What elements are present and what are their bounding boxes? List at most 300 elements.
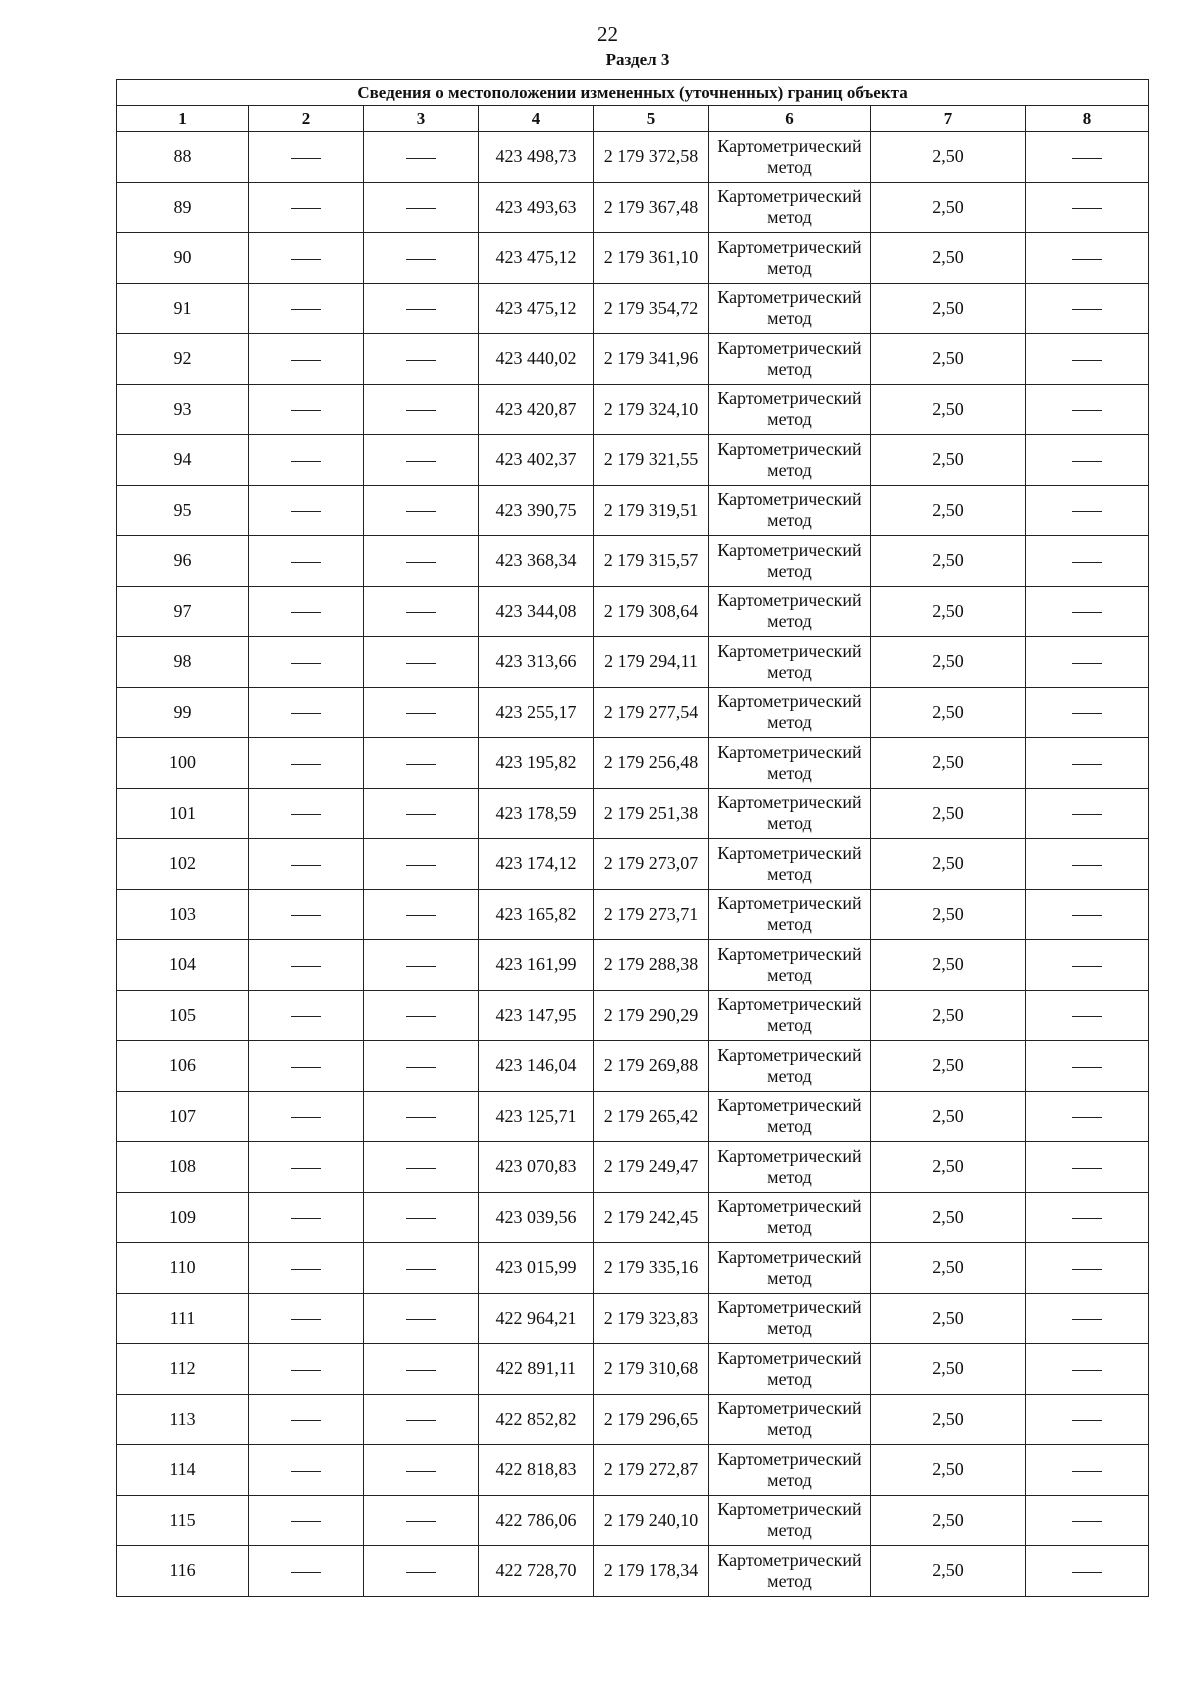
- dash-mark: [291, 410, 321, 411]
- table-row: [117, 233, 1149, 284]
- empty-cell: [249, 1394, 364, 1445]
- point-number-cell: 116: [117, 1546, 249, 1597]
- table-row: [117, 637, 1149, 688]
- accuracy-cell: 2,50: [871, 586, 1026, 637]
- accuracy-cell: 2,50: [871, 1445, 1026, 1496]
- column-header: 5: [594, 106, 709, 132]
- x-coordinate-cell: 423 174,12: [479, 839, 594, 890]
- empty-cell: [1026, 384, 1149, 435]
- dash-mark: [1072, 1218, 1102, 1219]
- empty-cell: [249, 990, 364, 1041]
- empty-cell: [364, 1546, 479, 1597]
- y-coordinate-cell: 2 179 323,83: [594, 1293, 709, 1344]
- empty-cell: [249, 182, 364, 233]
- column-header: 7: [871, 106, 1026, 132]
- dash-mark: [291, 1016, 321, 1017]
- method-cell: Картометрический метод: [709, 788, 871, 839]
- dash-mark: [406, 1471, 436, 1472]
- empty-cell: [364, 1445, 479, 1496]
- empty-cell: [364, 889, 479, 940]
- x-coordinate-cell: 423 161,99: [479, 940, 594, 991]
- empty-cell: [1026, 1495, 1149, 1546]
- empty-cell: [364, 1192, 479, 1243]
- point-number-cell: 115: [117, 1495, 249, 1546]
- x-coordinate-cell: 423 039,56: [479, 1192, 594, 1243]
- method-cell: Картометрический метод: [709, 889, 871, 940]
- y-coordinate-cell: 2 179 308,64: [594, 586, 709, 637]
- empty-cell: [249, 1142, 364, 1193]
- empty-cell: [364, 788, 479, 839]
- method-cell: Картометрический метод: [709, 687, 871, 738]
- method-cell: Картометрический метод: [709, 637, 871, 688]
- point-number-cell: 113: [117, 1394, 249, 1445]
- accuracy-cell: 2,50: [871, 182, 1026, 233]
- dash-mark: [1072, 966, 1102, 967]
- y-coordinate-cell: 2 179 272,87: [594, 1445, 709, 1496]
- empty-cell: [1026, 1394, 1149, 1445]
- accuracy-cell: 2,50: [871, 687, 1026, 738]
- y-coordinate-cell: 2 179 269,88: [594, 1041, 709, 1092]
- empty-cell: [1026, 283, 1149, 334]
- page-number: 22: [597, 22, 618, 46]
- y-coordinate-cell: 2 179 265,42: [594, 1091, 709, 1142]
- dash-mark: [1072, 1016, 1102, 1017]
- empty-cell: [1026, 1546, 1149, 1597]
- y-coordinate-cell: 2 179 361,10: [594, 233, 709, 284]
- table-row: [117, 889, 1149, 940]
- dash-mark: [1072, 461, 1102, 462]
- dash-mark: [1072, 1521, 1102, 1522]
- accuracy-cell: 2,50: [871, 788, 1026, 839]
- empty-cell: [1026, 485, 1149, 536]
- y-coordinate-cell: 2 179 324,10: [594, 384, 709, 435]
- dash-mark: [406, 915, 436, 916]
- empty-cell: [364, 384, 479, 435]
- accuracy-cell: 2,50: [871, 1041, 1026, 1092]
- empty-cell: [364, 1243, 479, 1294]
- method-cell: Картометрический метод: [709, 1495, 871, 1546]
- dash-mark: [406, 1572, 436, 1573]
- empty-cell: [249, 788, 364, 839]
- dash-mark: [291, 1521, 321, 1522]
- x-coordinate-cell: 423 195,82: [479, 738, 594, 789]
- method-cell: Картометрический метод: [709, 586, 871, 637]
- empty-cell: [1026, 889, 1149, 940]
- point-number-cell: 101: [117, 788, 249, 839]
- x-coordinate-cell: 422 728,70: [479, 1546, 594, 1597]
- empty-cell: [1026, 435, 1149, 486]
- table-body: [117, 132, 1149, 1597]
- dash-mark: [291, 1370, 321, 1371]
- accuracy-cell: 2,50: [871, 384, 1026, 435]
- accuracy-cell: 2,50: [871, 940, 1026, 991]
- empty-cell: [249, 132, 364, 183]
- dash-mark: [1072, 1067, 1102, 1068]
- x-coordinate-cell: 423 313,66: [479, 637, 594, 688]
- accuracy-cell: 2,50: [871, 1243, 1026, 1294]
- table-row: [117, 990, 1149, 1041]
- table-row: [117, 839, 1149, 890]
- empty-cell: [249, 839, 364, 890]
- empty-cell: [364, 1394, 479, 1445]
- accuracy-cell: 2,50: [871, 738, 1026, 789]
- y-coordinate-cell: 2 179 294,11: [594, 637, 709, 688]
- x-coordinate-cell: 423 344,08: [479, 586, 594, 637]
- method-cell: Картометрический метод: [709, 940, 871, 991]
- column-header: 3: [364, 106, 479, 132]
- point-number-cell: 100: [117, 738, 249, 789]
- empty-cell: [364, 990, 479, 1041]
- table-row: [117, 1344, 1149, 1395]
- dash-mark: [1072, 1117, 1102, 1118]
- x-coordinate-cell: 422 852,82: [479, 1394, 594, 1445]
- accuracy-cell: 2,50: [871, 233, 1026, 284]
- dash-mark: [1072, 360, 1102, 361]
- x-coordinate-cell: 423 015,99: [479, 1243, 594, 1294]
- dash-mark: [406, 511, 436, 512]
- table-row: [117, 384, 1149, 435]
- dash-mark: [291, 1269, 321, 1270]
- point-number-cell: 107: [117, 1091, 249, 1142]
- dash-mark: [1072, 814, 1102, 815]
- section-title: Раздел 3: [605, 50, 670, 69]
- accuracy-cell: 2,50: [871, 990, 1026, 1041]
- empty-cell: [1026, 940, 1149, 991]
- x-coordinate-cell: 422 786,06: [479, 1495, 594, 1546]
- method-cell: Картометрический метод: [709, 182, 871, 233]
- accuracy-cell: 2,50: [871, 637, 1026, 688]
- dash-mark: [1072, 865, 1102, 866]
- empty-cell: [364, 687, 479, 738]
- point-number-cell: 98: [117, 637, 249, 688]
- table-row: [117, 687, 1149, 738]
- dash-mark: [291, 663, 321, 664]
- dash-mark: [406, 1218, 436, 1219]
- empty-cell: [1026, 1192, 1149, 1243]
- empty-cell: [249, 384, 364, 435]
- dash-mark: [1072, 309, 1102, 310]
- empty-cell: [249, 1041, 364, 1092]
- empty-cell: [364, 1293, 479, 1344]
- table-row: [117, 1394, 1149, 1445]
- dash-mark: [291, 1218, 321, 1219]
- empty-cell: [1026, 1142, 1149, 1193]
- y-coordinate-cell: 2 179 273,71: [594, 889, 709, 940]
- empty-cell: [249, 940, 364, 991]
- dash-mark: [406, 259, 436, 260]
- empty-cell: [249, 1445, 364, 1496]
- table-row: [117, 788, 1149, 839]
- point-number-cell: 96: [117, 536, 249, 587]
- x-coordinate-cell: 423 147,95: [479, 990, 594, 1041]
- x-coordinate-cell: 423 475,12: [479, 283, 594, 334]
- empty-cell: [364, 182, 479, 233]
- empty-cell: [249, 1192, 364, 1243]
- y-coordinate-cell: 2 179 335,16: [594, 1243, 709, 1294]
- method-cell: Картометрический метод: [709, 1546, 871, 1597]
- empty-cell: [1026, 132, 1149, 183]
- y-coordinate-cell: 2 179 315,57: [594, 536, 709, 587]
- point-number-cell: 92: [117, 334, 249, 385]
- method-cell: Картометрический метод: [709, 536, 871, 587]
- point-number-cell: 90: [117, 233, 249, 284]
- dash-mark: [406, 158, 436, 159]
- point-number-cell: 106: [117, 1041, 249, 1092]
- dash-mark: [406, 663, 436, 664]
- point-number-cell: 93: [117, 384, 249, 435]
- y-coordinate-cell: 2 179 296,65: [594, 1394, 709, 1445]
- method-cell: Картометрический метод: [709, 384, 871, 435]
- dash-mark: [406, 562, 436, 563]
- empty-cell: [249, 889, 364, 940]
- empty-cell: [249, 738, 364, 789]
- dash-mark: [1072, 915, 1102, 916]
- accuracy-cell: 2,50: [871, 1394, 1026, 1445]
- empty-cell: [249, 1546, 364, 1597]
- empty-cell: [364, 334, 479, 385]
- x-coordinate-cell: 423 368,34: [479, 536, 594, 587]
- empty-cell: [364, 485, 479, 536]
- empty-cell: [364, 1041, 479, 1092]
- y-coordinate-cell: 2 179 288,38: [594, 940, 709, 991]
- table-row: [117, 435, 1149, 486]
- table-row: [117, 940, 1149, 991]
- empty-cell: [1026, 788, 1149, 839]
- point-number-cell: 114: [117, 1445, 249, 1496]
- x-coordinate-cell: 423 165,82: [479, 889, 594, 940]
- y-coordinate-cell: 2 179 319,51: [594, 485, 709, 536]
- dash-mark: [406, 865, 436, 866]
- dash-mark: [406, 764, 436, 765]
- dash-mark: [1072, 764, 1102, 765]
- point-number-cell: 109: [117, 1192, 249, 1243]
- accuracy-cell: 2,50: [871, 283, 1026, 334]
- point-number-cell: 89: [117, 182, 249, 233]
- accuracy-cell: 2,50: [871, 1546, 1026, 1597]
- accuracy-cell: 2,50: [871, 1192, 1026, 1243]
- dash-mark: [1072, 663, 1102, 664]
- dash-mark: [291, 259, 321, 260]
- dash-mark: [1072, 612, 1102, 613]
- dash-mark: [291, 612, 321, 613]
- dash-mark: [406, 814, 436, 815]
- empty-cell: [249, 687, 364, 738]
- x-coordinate-cell: 423 125,71: [479, 1091, 594, 1142]
- table-row: [117, 1293, 1149, 1344]
- point-number-cell: 108: [117, 1142, 249, 1193]
- empty-cell: [364, 283, 479, 334]
- accuracy-cell: 2,50: [871, 435, 1026, 486]
- method-cell: Картометрический метод: [709, 435, 871, 486]
- table-row: [117, 536, 1149, 587]
- dash-mark: [291, 309, 321, 310]
- empty-cell: [1026, 1243, 1149, 1294]
- y-coordinate-cell: 2 179 249,47: [594, 1142, 709, 1193]
- empty-cell: [249, 1344, 364, 1395]
- method-cell: Картометрический метод: [709, 1293, 871, 1344]
- empty-cell: [249, 637, 364, 688]
- method-cell: Картометрический метод: [709, 485, 871, 536]
- dash-mark: [1072, 259, 1102, 260]
- dash-mark: [291, 461, 321, 462]
- y-coordinate-cell: 2 179 256,48: [594, 738, 709, 789]
- method-cell: Картометрический метод: [709, 283, 871, 334]
- empty-cell: [249, 485, 364, 536]
- empty-cell: [249, 1091, 364, 1142]
- dash-mark: [1072, 1572, 1102, 1573]
- y-coordinate-cell: 2 179 277,54: [594, 687, 709, 738]
- point-number-cell: 95: [117, 485, 249, 536]
- empty-cell: [1026, 1344, 1149, 1395]
- y-coordinate-cell: 2 179 321,55: [594, 435, 709, 486]
- table-row: [117, 1445, 1149, 1496]
- point-number-cell: 97: [117, 586, 249, 637]
- accuracy-cell: 2,50: [871, 1142, 1026, 1193]
- empty-cell: [1026, 839, 1149, 890]
- empty-cell: [1026, 536, 1149, 587]
- accuracy-cell: 2,50: [871, 334, 1026, 385]
- y-coordinate-cell: 2 179 367,48: [594, 182, 709, 233]
- dash-mark: [406, 360, 436, 361]
- y-coordinate-cell: 2 179 178,34: [594, 1546, 709, 1597]
- dash-mark: [291, 562, 321, 563]
- column-header: 6: [709, 106, 871, 132]
- dash-mark: [291, 713, 321, 714]
- x-coordinate-cell: 423 493,63: [479, 182, 594, 233]
- dash-mark: [291, 360, 321, 361]
- empty-cell: [364, 536, 479, 587]
- dash-mark: [406, 1370, 436, 1371]
- x-coordinate-cell: 423 498,73: [479, 132, 594, 183]
- accuracy-cell: 2,50: [871, 1091, 1026, 1142]
- empty-cell: [249, 536, 364, 587]
- y-coordinate-cell: 2 179 310,68: [594, 1344, 709, 1395]
- dash-mark: [1072, 1471, 1102, 1472]
- table-row: [117, 1546, 1149, 1597]
- point-number-cell: 112: [117, 1344, 249, 1395]
- x-coordinate-cell: 423 440,02: [479, 334, 594, 385]
- x-coordinate-cell: 423 255,17: [479, 687, 594, 738]
- dash-mark: [1072, 1420, 1102, 1421]
- dash-mark: [1072, 562, 1102, 563]
- table-row: [117, 485, 1149, 536]
- dash-mark: [291, 1572, 321, 1573]
- dash-mark: [1072, 1370, 1102, 1371]
- empty-cell: [249, 435, 364, 486]
- dash-mark: [291, 1117, 321, 1118]
- empty-cell: [249, 586, 364, 637]
- dash-mark: [406, 1067, 436, 1068]
- method-cell: Картометрический метод: [709, 1041, 871, 1092]
- empty-cell: [364, 940, 479, 991]
- dash-mark: [1072, 208, 1102, 209]
- table-row: [117, 586, 1149, 637]
- empty-cell: [364, 586, 479, 637]
- empty-cell: [1026, 637, 1149, 688]
- dash-mark: [291, 1471, 321, 1472]
- empty-cell: [1026, 1445, 1149, 1496]
- method-cell: Картометрический метод: [709, 334, 871, 385]
- empty-cell: [364, 839, 479, 890]
- point-number-cell: 103: [117, 889, 249, 940]
- dash-mark: [406, 1117, 436, 1118]
- column-header: 1: [117, 106, 249, 132]
- dash-mark: [291, 764, 321, 765]
- method-cell: Картометрический метод: [709, 738, 871, 789]
- dash-mark: [406, 1521, 436, 1522]
- x-coordinate-cell: 423 070,83: [479, 1142, 594, 1193]
- dash-mark: [291, 865, 321, 866]
- empty-cell: [1026, 687, 1149, 738]
- empty-cell: [1026, 334, 1149, 385]
- point-number-cell: 91: [117, 283, 249, 334]
- dash-mark: [406, 1168, 436, 1169]
- empty-cell: [364, 738, 479, 789]
- dash-mark: [1072, 410, 1102, 411]
- empty-cell: [1026, 990, 1149, 1041]
- empty-cell: [1026, 738, 1149, 789]
- y-coordinate-cell: 2 179 341,96: [594, 334, 709, 385]
- point-number-cell: 105: [117, 990, 249, 1041]
- dash-mark: [406, 208, 436, 209]
- dash-mark: [1072, 1269, 1102, 1270]
- dash-mark: [406, 612, 436, 613]
- accuracy-cell: 2,50: [871, 132, 1026, 183]
- accuracy-cell: 2,50: [871, 1344, 1026, 1395]
- x-coordinate-cell: 423 178,59: [479, 788, 594, 839]
- point-number-cell: 111: [117, 1293, 249, 1344]
- x-coordinate-cell: 423 402,37: [479, 435, 594, 486]
- table-row: [117, 1091, 1149, 1142]
- accuracy-cell: 2,50: [871, 1293, 1026, 1344]
- empty-cell: [364, 1495, 479, 1546]
- method-cell: Картометрический метод: [709, 839, 871, 890]
- table-row: [117, 1041, 1149, 1092]
- dash-mark: [406, 1420, 436, 1421]
- dash-mark: [291, 966, 321, 967]
- accuracy-cell: 2,50: [871, 1495, 1026, 1546]
- dash-mark: [1072, 1168, 1102, 1169]
- dash-mark: [291, 511, 321, 512]
- x-coordinate-cell: 423 420,87: [479, 384, 594, 435]
- empty-cell: [364, 637, 479, 688]
- empty-cell: [364, 233, 479, 284]
- method-cell: Картометрический метод: [709, 1192, 871, 1243]
- empty-cell: [1026, 182, 1149, 233]
- dash-mark: [291, 1319, 321, 1320]
- dash-mark: [406, 410, 436, 411]
- x-coordinate-cell: 423 475,12: [479, 233, 594, 284]
- table-row: [117, 1495, 1149, 1546]
- method-cell: Картометрический метод: [709, 1394, 871, 1445]
- dash-mark: [406, 713, 436, 714]
- method-cell: Картометрический метод: [709, 132, 871, 183]
- point-number-cell: 94: [117, 435, 249, 486]
- dash-mark: [406, 1319, 436, 1320]
- y-coordinate-cell: 2 179 242,45: [594, 1192, 709, 1243]
- empty-cell: [1026, 1041, 1149, 1092]
- point-number-cell: 104: [117, 940, 249, 991]
- y-coordinate-cell: 2 179 290,29: [594, 990, 709, 1041]
- accuracy-cell: 2,50: [871, 485, 1026, 536]
- empty-cell: [364, 1142, 479, 1193]
- column-header: 2: [249, 106, 364, 132]
- dash-mark: [291, 1168, 321, 1169]
- accuracy-cell: 2,50: [871, 889, 1026, 940]
- table-header-row: [117, 106, 1149, 132]
- method-cell: Картометрический метод: [709, 1091, 871, 1142]
- empty-cell: [1026, 233, 1149, 284]
